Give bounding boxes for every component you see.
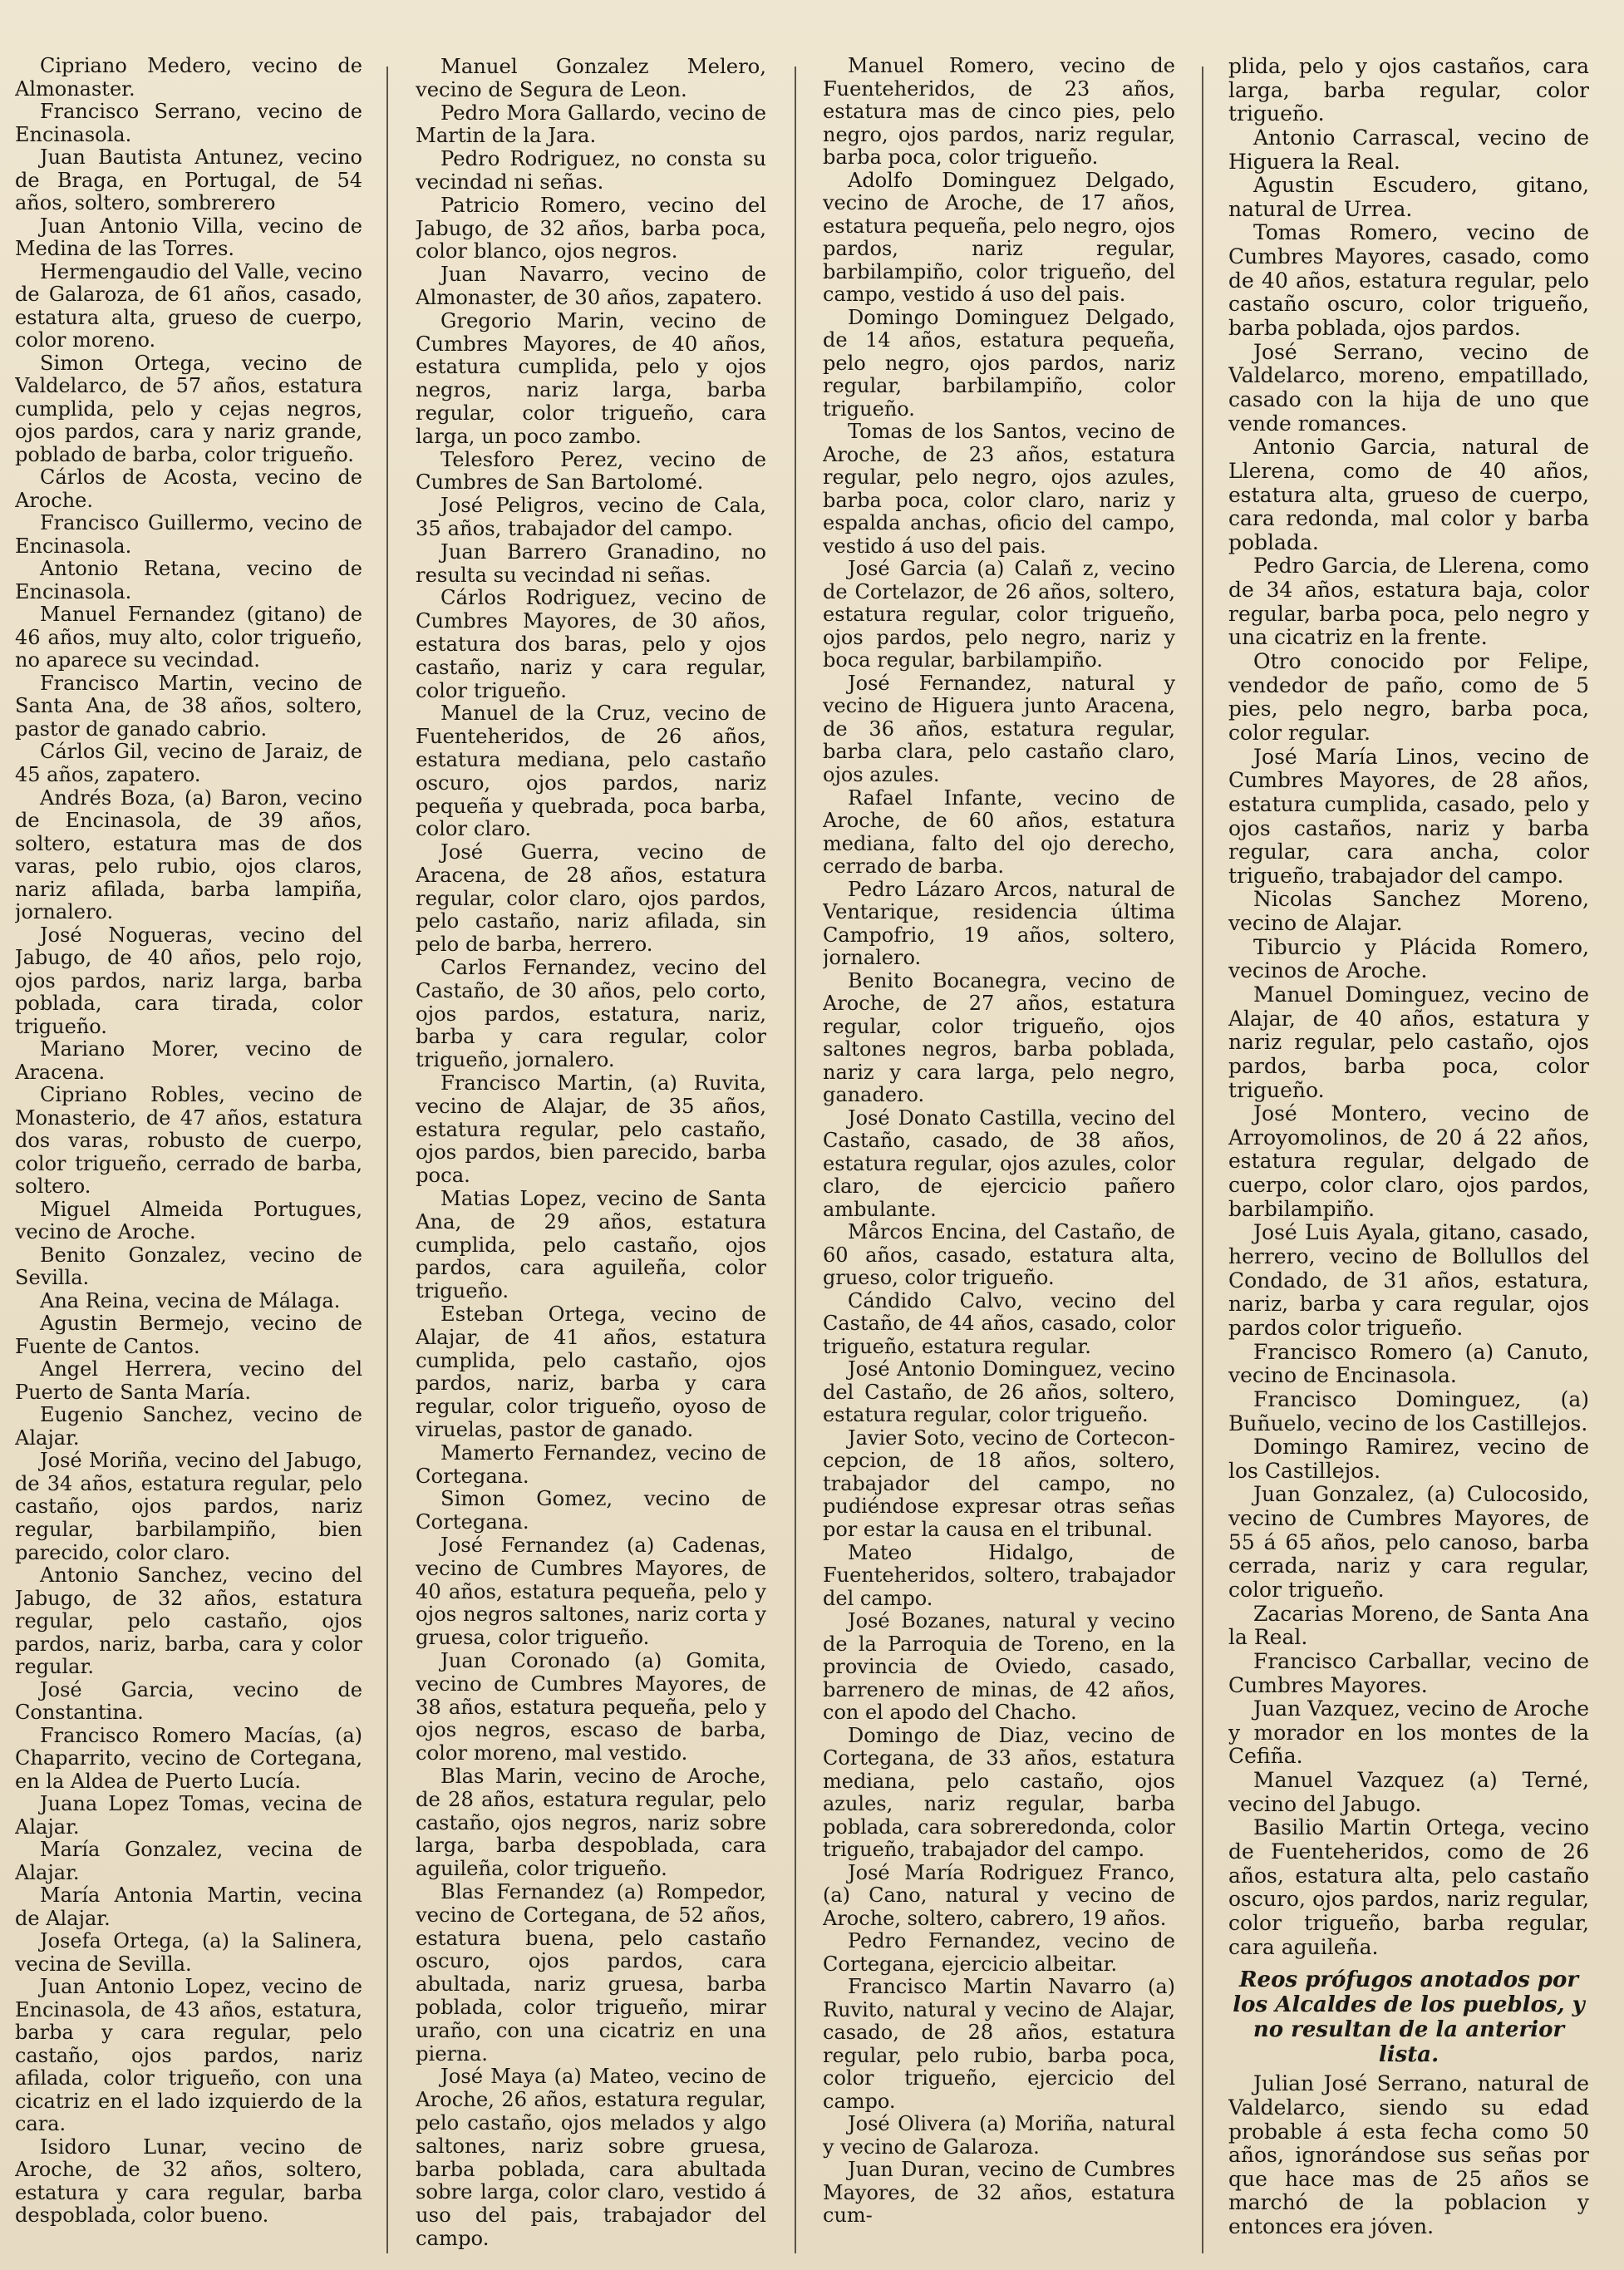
fugitive-entry: José María Linos, vecino de Cumbres Mayores, de 28 años, estatura cumplida, casado, pelo y ojos castaños, nariz y barba regular, cara ancha, color trigueño, trabajador del campo. [1228, 744, 1589, 888]
fugitive-entry: Manuel Vazquez (a) Terné, vecino del Jabugo. [1228, 1768, 1589, 1816]
fugitive-entry: Agustin Bermejo, vecino de Fuente de Cantos. [15, 1312, 362, 1358]
fugitive-entry: Rafael Infante, vecino de Aroche, de 60 años, estatura mediana, falto del ojo derecho, cerrado de barba. [823, 785, 1175, 879]
fugitive-entry: Isidoro Lunar, vecino de Aroche, de 32 años, soltero, estatura y cara regular, barba despoblada, color bueno. [15, 2135, 362, 2228]
fugitive-entry: José Nogueras, vecino del Jabugo, de 40 años, pelo rojo, ojos pardos, nariz larga, barba poblada, cara tirada, color trigueño. [15, 923, 362, 1038]
fugitive-entry: Tomas Romero, vecino de Cumbres Mayores, casado, como de 40 años, estatura regular, pelo castaño oscuro, color trigueño, barba poblada, ojos pardos. [1228, 220, 1589, 341]
fugitive-entry: José Donato Castilla, vecino del Castaño, casado, de 38 años, estatura regular, ojos azules, color claro, de ejercicio pañero ambulante. [823, 1105, 1175, 1221]
fugitive-entry: José Fernandez (a) Cadenas, vecino de Cumbres Mayores, de 40 años, estatura pequeña, pelo y ojos negros saltones, nariz corta y gruesa, color trigueño. [416, 1533, 766, 1650]
fugitive-entry: Domingo Ramirez, vecino de los Castillejos. [1228, 1435, 1589, 1483]
fugitive-entry: José María Rodriguez Franco, (a) Cano, natural y vecino de Aroche, soltero, cabrero, 19 años. [823, 1860, 1175, 1930]
column-rule [795, 66, 796, 2253]
fugitive-entry: Francisco Dominguez, (a) Buñuelo, vecino de los Castillejos. [1228, 1386, 1589, 1435]
fugitive-entry: Cipriano Robles, vecino de Monasterio, de 47 años, estatura dos varas, robusto de cuerpo, color trigueño, cerrado de barba, soltero. [15, 1083, 362, 1199]
fugitive-entry: Juan Duran, vecino de Cumbres Mayores, de 32 años, estatura cum- [823, 2158, 1175, 2228]
fugitive-entry: Josefa Ortega, (a) la Salinera, vecina de Sevilla. [15, 1929, 362, 1976]
fugitive-entry: José Garcia (a) Calañ z, vecino de Cortelazor, de 26 años, soltero, estatura regular, color trigueño, ojos pardos, pelo negro, nariz y boca regular, barbilampiño. [823, 557, 1175, 672]
fugitive-entry: José Moriña, vecino del Jabugo, de 34 años, estatura regular, pelo castaño, ojos pardos, nariz regular, barbilampiño, bien parecido, color claro. [15, 1449, 362, 1564]
fugitive-entry: Adolfo Dominguez Delgado, vecino de Aroche, de 17 años, estatura pequeña, pelo negro, ojos pardos, nariz regular, barbilampiño, color trigueño, del campo, vestido á uso del pais. [823, 168, 1175, 307]
fugitive-entry: Tomas de los Santos, vecino de Aroche, de 23 años, estatura regular, pelo negro, ojos azules, barba poca, color claro, nariz y espalda anchas, oficio del campo, vestido á uso del pais. [823, 420, 1175, 558]
column-1 [15, 55, 362, 2258]
fugitive-entry: Cárlos de Acosta, vecino de Aroche. [15, 465, 362, 512]
fugitive-entry: José Maya (a) Mateo, vecino de Aroche, 26 años, estatura regular, pelo castaño, ojos melados y algo saltones, nariz sobre gruesa, barba poblada, cara abultada sobre larga, color claro, vestido á uso del pais, trabajador del campo. [416, 2064, 766, 2250]
fugitive-entry: Gregorio Marin, vecino de Cumbres Mayores, de 40 años, estatura cumplida, pelo y ojos negros, nariz larga, barba regular, color trigueño, cara larga, un poco zambo. [416, 308, 766, 448]
fugitive-entry: José Olivera (a) Moriña, natural y vecino de Galaroza. [823, 2112, 1175, 2159]
fugitive-entry: Francisco Guillermo, vecino de Encinasola. [15, 511, 362, 558]
column-3 [823, 55, 1175, 2258]
fugitive-entry: Mariano Morer, vecino de Aracena. [15, 1037, 362, 1084]
fugitive-entry: José Antonio Dominguez, vecino del Castaño, de 26 años, soltero, estatura regular, color trigueño. [823, 1357, 1175, 1427]
fugitive-entry: María Gonzalez, vecina de Alajar. [15, 1838, 362, 1884]
fugitive-entry: Antonio Carrascal, vecino de Higuera la Real. [1228, 125, 1589, 174]
fugitive-entry: Eugenio Sanchez, vecino de Alajar. [15, 1403, 362, 1450]
fugitive-entry: Tiburcio y Plácida Romero, vecinos de Aroche. [1228, 934, 1589, 983]
fugitive-entry: María Antonia Martin, vecina de Alajar. [15, 1883, 362, 1930]
fugitive-entry: Antonio Sanchez, vecino del Jabugo, de 32 años, estatura regular, pelo castaño, ojos pardos, nariz, barba, cara y color regular. [15, 1563, 362, 1679]
fugitive-entry: Benito Gonzalez, vecino de Sevilla. [15, 1243, 362, 1290]
fugitive-entry: Mårcos Encina, del Castaño, de 60 años, casado, estatura alta, grueso, color trigueño. [823, 1220, 1175, 1290]
fugitive-entry: José Bozanes, natural y vecino de la Parroquia de Toreno, en la provincia de Oviedo, casado, barrenero de minas, de 42 años, con el apodo del Chacho. [823, 1609, 1175, 1725]
fugitive-entry: Miguel Almeida Portugues, vecino de Aroche. [15, 1197, 362, 1244]
fugitive-entry: Javier Soto, vecino de Cortecon-cepcion, de 18 años, soltero, trabajador del campo, no pudiéndose expresar otras señas por estar la causa en el tribunal. [823, 1426, 1175, 1541]
fugitive-entry: Juan Navarro, vecino de Almonaster, de 30 años, zapatero. [416, 262, 766, 309]
fugitive-entry: Francisco Martin, (a) Ruvita, vecino de Alajar, de 35 años, estatura regular, pelo castaño, ojos pardos, bien parecido, barba poca. [416, 1071, 766, 1188]
fugitive-entry: Cárlos Rodriguez, vecino de Cumbres Mayores, de 30 años, estatura dos baras, pelo y ojos castaño, nariz y cara regular, color trigueño. [416, 585, 766, 702]
fugitive-entry: Agustin Escudero, gitano, natural de Urrea. [1228, 173, 1589, 221]
fugitive-entry: Esteban Ortega, vecino de Alajar, de 41 años, estatura cumplida, pelo castaño, ojos pardos, nariz, barba y cara regular, color trigueño, oyoso de viruelas, pastor de ganado. [416, 1302, 766, 1442]
fugitive-entry: Andrés Boza, (a) Baron, vecino de Encinasola, de 39 años, soltero, estatura mas de dos varas, pelo rubio, ojos claros, nariz afilada, barba lampiña, jornalero. [15, 785, 362, 924]
fugitive-entry: Juan Coronado (a) Gomita, vecino de Cumbres Mayores, de 38 años, estatura pequeña, pelo y ojos negros, escaso de barba, color moreno, mal vestido. [416, 1647, 766, 1765]
fugitive-entry: Francisco Martin Navarro (a) Ruvito, natural y vecino de Alajar, casado, de 28 años, estatura regular, pelo rubio, barba poca, color trigueño, ejercicio del campo. [823, 1975, 1175, 2113]
fugitive-entry: José Peligros, vecino de Cala, 35 años, trabajador del campo. [416, 493, 766, 540]
column-2 [416, 55, 766, 2258]
fugitive-entry: Patricio Romero, vecino del Jabugo, de 32 años, barba poca, color blanco, ojos negros. [416, 192, 766, 263]
fugitive-entry: Benito Bocanegra, vecino de Aroche, de 27 años, estatura regular, color trigueño, ojos saltones negros, barba poblada, nariz y cara larga, pelo negro, ganadero. [823, 968, 1175, 1107]
fugitive-entry: Juan Bautista Antunez, vecino de Braga, en Portugal, de 54 años, soltero, sombrerero [15, 145, 362, 215]
fugitive-entry: Francisco Carballar, vecino de Cumbres Mayores. [1228, 1648, 1589, 1697]
fugitive-entry: Juan Barrero Granadino, no resulta su vecindad ni señas. [416, 539, 766, 587]
fugitive-entry: Otro conocido por Felipe, vendedor de paño, como de 5 pies, pelo negro, barba poca, color regular. [1228, 649, 1589, 745]
column-4 [1228, 55, 1589, 2258]
fugitive-entry: Matias Lopez, vecino de Santa Ana, de 29 años, estatura cumplida, pelo castaño, ojos pardos, cara aguileña, color trigueño. [416, 1186, 766, 1303]
fugitive-entry: Francisco Romero (a) Canuto, vecino de Encinasola. [1228, 1339, 1589, 1388]
fugitive-entry: José Garcia, vecino de Constantina. [15, 1677, 362, 1725]
fugitive-entry: Juan Vazquez, vecino de Aroche y morador en los montes de la Cefiña. [1228, 1696, 1589, 1769]
fugitive-entry: Ana Reina, vecina de Málaga. [40, 1288, 341, 1312]
fugitive-entry: Zacarias Moreno, de Santa Ana la Real. [1228, 1601, 1589, 1650]
fugitive-entry: Telesforo Perez, vecino de Cumbres de San Bartolomé. [416, 446, 766, 495]
fugitive-entry: Blas Marin, vecino de Aroche, de 28 años, estatura regular, pelo castaño, ojos negros, nariz sobre larga, barba despoblada, cara aguileña, color trigueño. [416, 1763, 766, 1881]
fugitive-entry: Julian José Serrano, natural de Valdelarco, siendo su edad probable á esta fecha como 50 años, ignorándose sus señas por que hace mas de 25 años se marchó de la poblacion y entonces era jóven. [1228, 2071, 1589, 2239]
fugitive-entry: Francisco Romero Macías, (a) Chaparrito, vecino de Cortegana, en la Aldea de Puerto Lucía. [15, 1723, 362, 1793]
fugitive-entry: Cipriano Medero, vecino de Almonaster. [15, 55, 362, 101]
fugitive-entry: Simon Gomez, vecino de Cortegana. [416, 1486, 766, 1534]
fugitive-entry: Pedro Mora Gallardo, vecino de Martin de la Jara. [416, 100, 766, 148]
entry-continuation: plida, pelo y ojos castaños, cara larga, barba regular, color trigueño. [1228, 55, 1589, 126]
fugitive-entry: Pedro Fernandez, vecino de Cortegana, ejercicio albeitar. [823, 1929, 1175, 1976]
fugitive-entry: José Montero, vecino de Arroyomolinos, de 20 á 22 años, estatura regular, delgado de cuerpo, color claro, ojos pardos, barbilampiño. [1228, 1101, 1589, 1221]
fugitive-entry: Pedro Lázaro Arcos, natural de Ventarique, residencia última Campofrio, 19 años, soltero, jornalero. [823, 877, 1175, 970]
fugitive-entry: José Guerra, vecino de Aracena, de 28 años, estatura regular, color claro, ojos pardos, pelo castaño, nariz afilada, sin pelo de barba, herrero. [416, 840, 766, 957]
fugitive-entry: Juan Antonio Lopez, vecino de Encinasola, de 43 años, estatura, barba y cara regular, pelo castaño, ojos pardos, nariz afilada, color trigueño, con una cicatriz en el lado izquierdo de la cara. [15, 1975, 362, 2136]
fugitive-entry: Juan Gonzalez, (a) Culocosido, vecino de Cumbres Mayores, de 55 á 65 años, pelo canoso, barba cerrada, nariz y cara regular, color trigueño. [1228, 1482, 1589, 1602]
fugitive-entry: Simon Ortega, vecino de Valdelarco, de 57 años, estatura cumplida, pelo y cejas negros, ojos pardos, cara y nariz grande, poblado de barba, color trigueño. [15, 351, 362, 466]
fugitive-entry: Pedro Garcia, de Llerena, como de 34 años, estatura baja, color regular, barba poca, pelo negro y una cicatriz en la frente. [1228, 554, 1589, 650]
fugitive-entry: Domingo Dominguez Delgado, de 14 años, estatura pequeña, pelo negro, ojos pardos, nariz regular, barbilampiño, color trigueño. [823, 305, 1175, 421]
fugitive-entry: Manuel Fernandez (gitano) de 46 años, muy alto, color trigueño, no aparece su vecindad. [15, 603, 362, 672]
fugitive-entry: Francisco Martin, vecino de Santa Ana, de 38 años, soltero, pastor de ganado cabrio. [15, 671, 362, 741]
fugitive-entry: Antonio Garcia, natural de Llerena, como de 40 años, estatura alta, grueso de cuerpo, cara redonda, mal color y barba poblada. [1228, 435, 1589, 554]
fugitive-entry: Basilio Martin Ortega, vecino de Fuenteheridos, como de 26 años, estatura alta, pelo castaño oscuro, ojos pardos, nariz regular, color trigueño, barba regular, cara aguileña. [1228, 1815, 1589, 1959]
fugitive-entry: Manuel Gonzalez Melero, vecino de Segura de Leon. [416, 55, 766, 101]
fugitive-entry: José Luis Ayala, gitano, casado, herrero, vecino de Bollullos del Condado, de 31 años, estatura, nariz, barba y cara regular, ojos pardos color trigueño. [1228, 1220, 1589, 1340]
fugitive-entry: Hermengaudio del Valle, vecino de Galaroza, de 61 años, casado, estatura alta, grueso de cuerpo, color moreno. [15, 259, 362, 352]
fugitive-entry: José Fernandez, natural y vecino de Higuera junto Aracena, de 36 años, estatura regular, barba clara, pelo castaño claro, ojos azules. [823, 671, 1175, 786]
fugitive-entry: Angel Herrera, vecino del Puerto de Santa María. [15, 1357, 362, 1404]
fugitive-entry: Pedro Rodriguez, no consta su vecindad ni señas. [416, 146, 766, 194]
fugitive-entry: Carlos Fernandez, vecino del Castaño, de 30 años, pelo corto, ojos pardos, estatura, nariz, barba y cara regular, color trigueño, jornalero. [416, 955, 766, 1072]
column-rule [1202, 66, 1203, 2253]
fugitive-entry: Francisco Serrano, vecino de Encinasola. [15, 100, 362, 146]
fugitive-entry: Cándido Calvo, vecino del Castaño, de 44 años, casado, color trigueño, estatura regular. [823, 1288, 1175, 1358]
fugitive-entry: Antonio Retana, vecino de Encinasola. [15, 557, 362, 603]
fugitive-entry: Manuel Dominguez, vecino de Alajar, de 40 años, estatura y nariz regular, pelo castaño, ojos pardos, barba poca, color trigueño. [1228, 982, 1589, 1102]
fugitive-entry: Juana Lopez Tomas, vecina de Alajar. [15, 1792, 362, 1839]
fugitive-entry: Cárlos Gil, vecino de Jaraiz, de 45 años, zapatero. [15, 740, 362, 786]
column-rule [386, 66, 388, 2253]
fugitive-entry: Manuel de la Cruz, vecino de Fuenteheridos, de 26 años, estatura mediana, pelo castaño oscuro, ojos pardos, nariz pequeña y quebrada, poca barba, color claro. [416, 701, 766, 841]
fugitive-entry: Mateo Hidalgo, de Fuenteheridos, soltero, trabajador del campo. [823, 1540, 1175, 1610]
fugitive-entry: Mamerto Fernandez, vecino de Cortegana. [416, 1440, 766, 1488]
fugitive-entry: Manuel Romero, vecino de Fuenteheridos, de 23 años, estatura mas de cinco pies, pelo negro, ojos pardos, nariz regular, barba poca, color trigueño. [823, 55, 1175, 170]
fugitive-entry: Nicolas Sanchez Moreno, vecino de Alajar. [1228, 887, 1589, 936]
fugitive-entry: Domingo de Diaz, vecino de Cortegana, de 33 años, estatura mediana, pelo castaño, ojos azules, nariz regular, barba poblada, cara sobreredonda, color trigueño, trabajador del campo. [823, 1723, 1175, 1862]
fugitive-entry: Blas Fernandez (a) Rompedor, vecino de Cortegana, de 52 años, estatura buena, pelo castaño oscuro, ojos pardos, cara abultada, nariz gruesa, barba poblada, color trigueño, mirar uraño, con una cicatriz en una pierna. [416, 1879, 766, 2066]
fugitive-entry: José Serrano, vecino de Valdelarco, moreno, empatillado, casado con la hija de uno que vende romances. [1228, 339, 1589, 436]
fugitive-entry: Juan Antonio Villa, vecino de Medina de las Torres. [15, 214, 362, 261]
section-heading: Reos prófugos anotados por los Alcaldes de los pueblos, y no resultan de la anterior lista. [1233, 1967, 1585, 2068]
